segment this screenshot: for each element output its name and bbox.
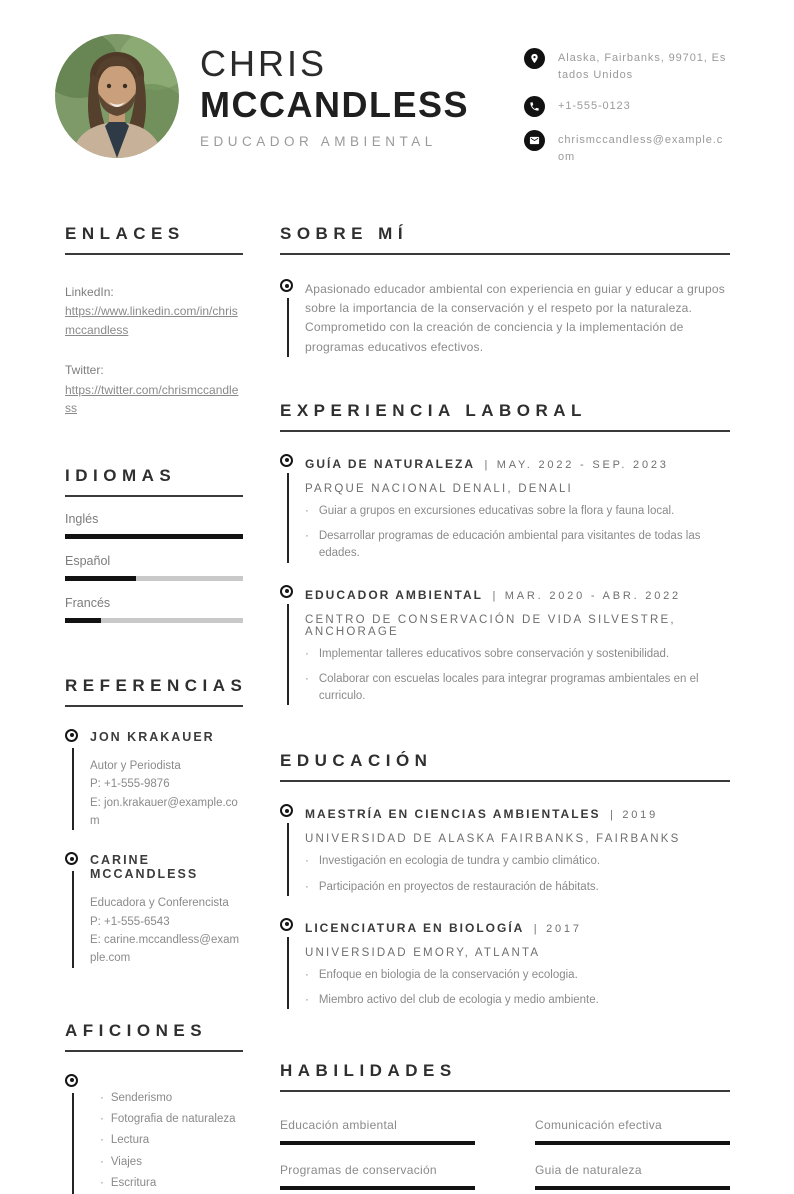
heading-divider — [65, 705, 243, 707]
languages-heading: IDIOMAS — [65, 465, 177, 485]
language-bar-track — [65, 618, 243, 623]
profile-photo — [55, 34, 179, 158]
link-label: LinkedIn: — [65, 285, 114, 299]
timeline-line — [287, 823, 289, 896]
location-icon — [524, 48, 545, 69]
job-bullet — [305, 646, 730, 663]
entry-marker — [65, 729, 90, 831]
skill-item — [280, 1118, 475, 1145]
about-text: Apasionado educador ambiental con experiencia en guiar y educar a grupos sobre la importancia de la conservación y el respeto por la naturaleza. Comprometido con la creación de conciencia y la implementación de programas educativos efectivos. — [305, 282, 726, 354]
header — [0, 0, 794, 178]
job-bullet — [305, 528, 730, 563]
job-title: GUÍA DE NATURALEZA — [305, 456, 475, 471]
job-body — [305, 454, 730, 563]
skill-underline — [280, 1141, 475, 1145]
job-bullet-text: Implementar talleres educativos sobre conservación y sostenibilidad. — [318, 647, 670, 660]
separator-glyph: | — [492, 589, 496, 602]
hobby-label: Viajes — [110, 1155, 142, 1168]
reference-details — [90, 757, 243, 831]
hobby-item — [100, 1152, 243, 1173]
job-bullet — [305, 671, 730, 706]
about-body — [305, 279, 730, 357]
hobby-item — [100, 1088, 243, 1109]
hobbies-heading: AFICIONES — [65, 1020, 208, 1040]
skill-underline — [535, 1186, 730, 1190]
contact-phone-text: +1-555-0123 — [558, 100, 631, 112]
language-item — [65, 596, 243, 623]
section-experience — [280, 401, 730, 706]
section-about — [280, 224, 730, 357]
hobby-item — [100, 1173, 243, 1194]
link-item-twitter — [65, 361, 243, 417]
heading-divider — [65, 495, 243, 497]
education-heading: EDUCACIÓN — [280, 751, 433, 771]
contact-block — [524, 48, 730, 178]
twitter-link[interactable]: https://twitter.com/chrismccandless — [65, 382, 239, 416]
language-bar-track — [65, 576, 243, 581]
section-education — [280, 751, 730, 1009]
heading-divider — [280, 253, 730, 255]
reference-body — [90, 729, 243, 831]
entry-marker — [65, 852, 90, 968]
link-item-linkedin — [65, 283, 243, 339]
degree-title: MAESTRÍA EN CIENCIAS AMBIENTALES — [305, 807, 601, 822]
experience-heading: EXPERIENCIA LABORAL — [280, 400, 587, 420]
reference-email: E: jon.krakauer@example.com — [90, 796, 238, 827]
email-icon — [524, 130, 545, 151]
job-bullet-text: Guiar a grupos en excursiones educativas sobre la flora y fauna local. — [318, 504, 675, 517]
job-body — [305, 585, 730, 706]
section-references — [65, 675, 248, 968]
degree-school: UNIVERSIDAD EMORY, ATLANTA — [305, 946, 541, 959]
language-bar-fill — [65, 534, 243, 539]
reference-body — [90, 852, 243, 968]
bullet-glyph: · — [305, 504, 309, 517]
bullet-glyph: · — [305, 855, 309, 868]
bullet-glyph: · — [305, 880, 309, 893]
degree-title-row — [305, 804, 730, 823]
job-bullets — [305, 503, 730, 563]
bullet-glyph: · — [305, 647, 309, 660]
heading-divider — [280, 780, 730, 782]
ring-bullet-icon — [65, 852, 78, 865]
bullet-glyph: · — [305, 530, 309, 542]
job-title-row — [305, 454, 730, 473]
timeline-line — [72, 748, 74, 831]
bullet-glyph: · — [100, 1155, 104, 1168]
hobby-item — [100, 1109, 243, 1130]
job-company: CENTRO DE CONSERVACIÓN DE VIDA SILVESTRE, ANCHORAGE — [305, 613, 676, 638]
bullet-glyph: · — [100, 1176, 104, 1189]
degree-entry — [280, 804, 730, 896]
about-entry — [280, 279, 730, 357]
contact-email — [524, 130, 730, 165]
right-column — [280, 224, 730, 1194]
contact-location-text: Alaska, Fairbanks, 99701, Estados Unidos — [558, 52, 727, 81]
ring-bullet-icon — [280, 804, 293, 817]
skill-underline — [280, 1186, 475, 1190]
reference-email: E: carine.mccandless@example.com — [90, 934, 240, 965]
skill-underline — [535, 1141, 730, 1145]
job-bullet-text: Colaborar con escuelas locales para integrar programas ambientales en el curriculo. — [318, 672, 699, 702]
reference-name: CARINE MCCANDLESS — [90, 853, 199, 882]
language-bar-track — [65, 534, 243, 539]
reference-role: Educadora y Conferencista — [90, 897, 229, 910]
timeline-line — [287, 604, 289, 706]
ring-bullet-icon — [280, 918, 293, 931]
degree-dates: 2019 — [622, 809, 658, 822]
separator-glyph: | — [484, 458, 488, 471]
contact-phone — [524, 96, 730, 117]
language-name: Francés — [65, 595, 111, 610]
degree-title: LICENCIATURA EN BIOLOGÍA — [305, 920, 525, 935]
section-skills — [280, 1061, 730, 1190]
degree-body — [305, 918, 730, 1010]
degree-bullet — [305, 879, 730, 896]
hobby-label: Fotografia de naturaleza — [110, 1113, 236, 1126]
job-bullets — [305, 646, 730, 706]
name-block — [200, 34, 524, 149]
skills-heading: HABILIDADES — [280, 1061, 457, 1081]
job-title-row — [305, 585, 730, 604]
body-columns — [0, 224, 794, 1194]
section-languages — [65, 466, 243, 623]
degree-entry — [280, 918, 730, 1010]
degree-bullet-text: Participación en proyectos de restauración de hábitats. — [318, 880, 599, 893]
bullet-glyph: · — [100, 1134, 104, 1147]
hobby-list — [90, 1074, 243, 1194]
reference-details — [90, 894, 243, 968]
entry-marker — [280, 918, 305, 1010]
links-list — [65, 283, 243, 418]
skill-name: Programas de conservación — [280, 1163, 437, 1178]
ring-bullet-icon — [65, 1074, 78, 1087]
reference-phone: P: +1-555-6543 — [90, 915, 170, 928]
bullet-glyph: · — [100, 1091, 104, 1104]
reference-name: JON KRAKAUER — [90, 729, 215, 744]
hobby-label: Lectura — [110, 1134, 150, 1147]
timeline-line — [72, 871, 74, 968]
language-bar-fill — [65, 576, 136, 581]
profile-photo-illustration — [55, 34, 179, 158]
timeline-line — [287, 473, 289, 563]
degree-bullet-text: Enfoque en biologia de la conservación y ecologia. — [318, 968, 578, 981]
language-item — [65, 554, 243, 581]
ring-bullet-icon — [280, 585, 293, 598]
language-name: Inglés — [65, 511, 99, 526]
reference-role: Autor y Periodista — [90, 759, 181, 772]
separator-glyph: | — [533, 922, 537, 935]
left-column — [65, 224, 248, 1194]
language-bar-fill — [65, 618, 101, 623]
degree-bullet-text: Miembro activo del club de ecologia y medio ambiente. — [318, 994, 599, 1006]
skill-item — [535, 1118, 730, 1145]
language-item — [65, 512, 243, 539]
job-entry — [280, 585, 730, 706]
degree-bullet — [305, 853, 730, 870]
job-bullet — [305, 503, 730, 520]
section-links — [65, 224, 243, 418]
timeline-line — [287, 298, 289, 357]
reference-entry — [65, 729, 243, 831]
hobbies-entry — [65, 1074, 243, 1194]
heading-divider — [280, 430, 730, 432]
phone-icon — [524, 96, 545, 117]
degree-bullet — [305, 992, 730, 1009]
contact-email-text: chrismccandless@example.com — [558, 134, 724, 163]
bullet-glyph: · — [305, 994, 309, 1006]
reference-entry — [65, 852, 243, 968]
skill-name: Comunicación efectiva — [535, 1118, 663, 1133]
last-name: MCCANDLESS — [200, 83, 470, 125]
language-name: Español — [65, 553, 111, 568]
degree-bullet — [305, 967, 730, 984]
degree-school: UNIVERSIDAD DE ALASKA FAIRBANKS, FAIRBANKS — [305, 833, 681, 846]
skill-item — [535, 1163, 730, 1190]
skill-name: Educación ambiental — [280, 1118, 398, 1133]
about-heading: SOBRE MÍ — [280, 224, 409, 243]
degree-bullets — [305, 967, 730, 1010]
heading-divider — [65, 1050, 243, 1052]
job-title: EDUCADOR AMBIENTAL — [200, 133, 437, 149]
bullet-glyph: · — [305, 672, 309, 685]
link-label: Twitter: — [65, 363, 104, 378]
hobbies-body — [90, 1074, 243, 1194]
degree-body — [305, 804, 730, 896]
first-name: CHRIS — [200, 43, 328, 84]
degree-bullets — [305, 853, 730, 896]
skill-name: Guia de naturaleza — [535, 1163, 642, 1178]
bullet-glyph: · — [305, 968, 309, 981]
job-title: EDUCADOR AMBIENTAL — [305, 587, 483, 602]
section-hobbies — [65, 1021, 243, 1194]
links-heading: ENLACES — [65, 224, 185, 243]
degree-title-row — [305, 918, 730, 937]
entry-marker — [65, 1074, 90, 1194]
ring-bullet-icon — [65, 729, 78, 742]
timeline-line — [287, 937, 289, 1010]
hobby-label: Escritura — [110, 1176, 157, 1189]
entry-marker — [280, 454, 305, 563]
degree-bullet-text: Investigación en ecologia de tundra y cambio climático. — [318, 855, 601, 868]
skill-item — [280, 1163, 475, 1190]
job-bullet-text: Desarrollar programas de educación ambiental para visitantes de todas las edades. — [318, 530, 701, 560]
hobby-label: Senderismo — [110, 1091, 173, 1104]
skills-grid — [280, 1092, 730, 1190]
entry-marker — [280, 804, 305, 896]
reference-phone: P: +1-555-9876 — [90, 778, 170, 791]
entry-marker — [280, 585, 305, 706]
ring-bullet-icon — [280, 279, 293, 292]
heading-divider — [65, 253, 243, 255]
job-company: PARQUE NACIONAL DENALI, DENALI — [305, 482, 573, 495]
job-dates: MAR. 2020 - ABR. 2022 — [504, 589, 681, 602]
entry-marker — [280, 279, 305, 357]
contact-location — [524, 48, 730, 83]
degree-dates: 2017 — [546, 922, 582, 935]
linkedin-link[interactable]: https://www.linkedin.com/in/chrismccandless — [65, 304, 238, 337]
separator-glyph: | — [610, 809, 613, 822]
hobby-item — [100, 1130, 243, 1151]
references-heading: REFERENCIAS — [65, 675, 248, 695]
job-entry — [280, 454, 730, 563]
timeline-line — [72, 1093, 74, 1194]
bullet-glyph: · — [100, 1113, 104, 1126]
job-dates: MAY. 2022 - SEP. 2023 — [496, 458, 669, 471]
ring-bullet-icon — [280, 454, 293, 467]
